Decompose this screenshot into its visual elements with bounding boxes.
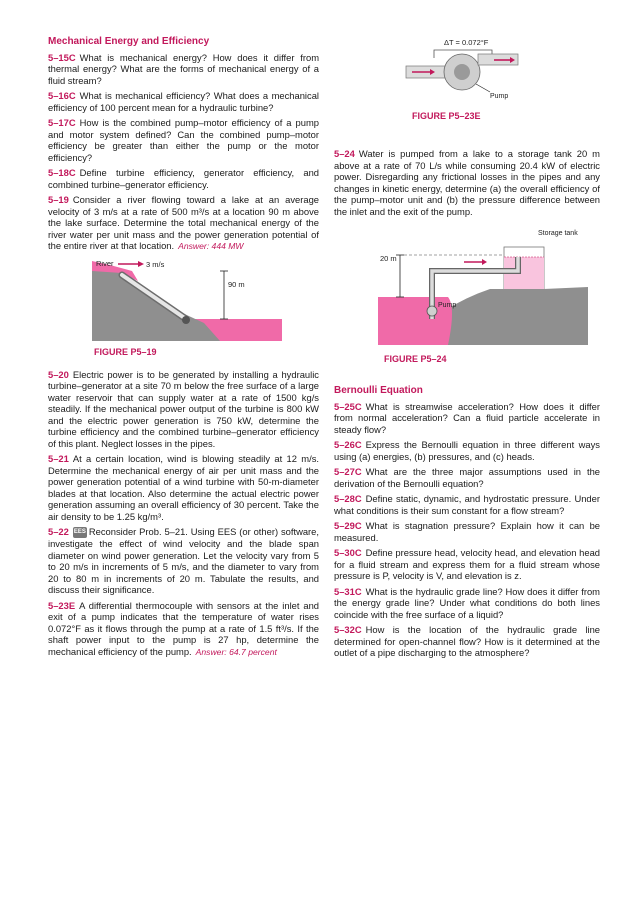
figure-p5-19 (92, 261, 282, 344)
problem-5-23E (48, 600, 319, 659)
figure-p5-23e (404, 36, 524, 105)
answer-text: Answer: 64.7 percent (195, 646, 277, 657)
problem-number: 5–26C (334, 439, 362, 450)
problem-text: How is the location of the hydraulic grade line determined for open-channel flow? How is it determined at the outlet of a pipe discharging to the atmosphere? (334, 624, 600, 658)
river-label: River (96, 260, 114, 268)
problem-5-20 (48, 369, 319, 450)
river-lake-illustration (92, 261, 282, 341)
problem-text: Define pressure head, velocity head, and elevation head for a fluid stream and express them for a fluid stream whose pressure is P, velocity is V, and elevation is z. (334, 547, 600, 581)
problem-5-27C (334, 466, 600, 489)
problem-number: 5–28C (334, 493, 362, 504)
figure-p5-24 (378, 227, 588, 348)
problem-5-31C (334, 586, 600, 621)
left-column (48, 36, 319, 662)
problem-list-top (48, 52, 319, 253)
problem-5-19 (48, 194, 319, 253)
pump-icon (427, 306, 437, 316)
problem-number: 5–18C (48, 167, 76, 178)
problem-text: How is the combined pump–motor efficiency of a pump and motor system defined? Can the combined pump–motor efficiency be greater than either the pump or the motor efficiency? (48, 117, 319, 163)
figure-caption-p5-23e: FIGURE P5–23E (412, 110, 481, 121)
height-label: 20 m (380, 254, 397, 263)
delta-t-label: ΔT = 0.072°F (444, 38, 489, 47)
problem-5-15C (48, 52, 319, 87)
problem-5-24: 5–24 Water is pumped from a lake to a storage tank 20 m above at a rate of 70 L/s while consuming 20.4 kW of electric power. Disregarding any frictional losses in the pipes and any changes in kinetic energy, determine (a) the overall efficiency of the pump–motor unit and (b) the pressure difference between the inlet and the exit of the pump. (334, 148, 600, 217)
figure-caption-p5-24: FIGURE P5–24 (384, 353, 447, 364)
problem-number: 5–20 (48, 368, 69, 380)
problem-number: 5–30C (334, 547, 362, 558)
problem-list-bottom (48, 369, 319, 659)
problem-5-28C (334, 493, 600, 516)
hill-ground (444, 287, 588, 345)
problem-text: Electric power is to be generated by installing a hydraulic turbine–generator at a site 70 m below the free surface of a large water reservoir that can supply water at a rate of 1500 kg/s steadily. If the mechanical power output of the turbine is 800 kW and the electric power generation is 750 kW, determine the turbine efficiency and the combined turbine–generator efficiency of this plant. Neglect losses in the pipes. (48, 368, 319, 449)
problem-text: What is the hydraulic grade line? How does it differ from the energy grade line? Under what conditions do both lines coincide with the free surface of a liquid? (334, 585, 600, 620)
problem-number: 5–17C (48, 117, 76, 128)
problem-5-29C (334, 520, 600, 543)
problem-number: 5–23E (48, 599, 76, 611)
problem-text: What is streamwise acceleration? How does it differ from normal acceleration? Can a fluid particle accelerate in steady flow? (334, 400, 600, 435)
problem-text: What is mechanical efficiency? What does a mechanical efficiency of 100 percent mean for a hydraulic turbine? (48, 90, 319, 113)
problem-5-16C (48, 90, 319, 113)
problem-text: Reconsider Prob. 5–21. Using EES (or other) software, investigate the effect of wind velocity and the blade span diameter on wind power generation. Let the velocity vary from 5 to 20 m/s in increments of 5 m/s, and the diameter to vary from 20 to 80 m in increments of 20 m. Tabulate the results, and discuss their significance. (48, 526, 319, 596)
height-label: 90 m (228, 279, 245, 289)
problem-number: 5–29C (334, 520, 362, 531)
lake-tank-pump-illustration (378, 227, 588, 345)
ees-software-icon: EES (73, 527, 87, 538)
problem-5-18C (48, 167, 319, 190)
problem-number: 5–19 (48, 194, 69, 205)
problem-number: 5–21 (48, 453, 69, 464)
problem-text: What are the three major assumptions used in the derivation of the Bernoulli equation? (334, 466, 600, 489)
section-title-mechanical-energy: Mechanical Energy and Efficiency (48, 36, 210, 47)
problem-text: What is stagnation pressure? Explain how it can be measured. (334, 520, 600, 543)
problem-number: 5–27C (334, 466, 362, 477)
pump-thermocouple-illustration (404, 36, 524, 102)
problem-5-25C (334, 401, 600, 436)
storage-tank-label: Storage tank (538, 230, 578, 237)
problem-5-32C (334, 624, 600, 659)
problem-text: A differential thermocouple with sensors at the inlet and exit of a pump indicates that the temperature of water rises 0.072°F as it flows through the pump at a rate of 1.5 ft³/s. If the shaft power input to the pump is 27 hp, determine the mechanical efficiency of the pump. (48, 599, 319, 657)
problem-number: 5–15C (48, 51, 76, 63)
problem-number: 5–31C (334, 585, 362, 597)
figure-caption-p5-19: FIGURE P5–19 (94, 347, 157, 357)
problem-text: At a certain location, wind is blowing steadily at 12 m/s. Determine the mechanical energy of air per unit mass and the power generation potential of a wind turbine with 50-m-diameter blades at that location. Also determine the actual electric power generation assuming an overall efficiency of 30 percent. Take the air density to be 1.25 kg/m³. (48, 453, 319, 522)
problem-text: Express the Bernoulli equation in three different ways using (a) energies, (b) pressures, and (c) heads. (334, 439, 600, 462)
turbine-icon (182, 316, 190, 324)
answer-text: Answer: 444 MW (178, 241, 244, 251)
velocity-label: 3 m/s (146, 260, 165, 269)
problem-5-17C (48, 117, 319, 163)
problem-5-21 (48, 453, 319, 522)
problem-number: 5–25C (334, 400, 362, 412)
bernoulli-problem-list (334, 401, 600, 659)
problem-number: 5–16C (48, 90, 76, 101)
pump-label: Pump (490, 93, 509, 100)
problem-number: 5–22 (48, 526, 69, 537)
pump-label: Pump (438, 302, 457, 309)
problem-text: Define turbine efficiency, generator efficiency, and combined turbine–generator efficiency. (48, 167, 319, 190)
right-column (334, 36, 600, 663)
problem-text: What is mechanical energy? How does it differ from thermal energy? What are the forms of mechanical energy of a fluid stream? (48, 51, 319, 86)
problem-text: Consider a river flowing toward a lake at an average velocity of 3 m/s at a rate of 500 m³/s at a location 90 m above the lake surface. Determine the total mechanical energy of the river water per unit mass and the power generation potential of the entire river at that location. (48, 194, 319, 251)
problem-text: Define static, dynamic, and hydrostatic pressure. Under what conditions is their sum constant for a flow stream? (334, 493, 600, 516)
problem-5-22 (48, 526, 319, 596)
section-title-bernoulli: Bernoulli Equation (334, 385, 423, 396)
problem-5-26C (334, 439, 600, 462)
problem-5-30C (334, 547, 600, 582)
problem-number: 5–32C (334, 624, 362, 635)
